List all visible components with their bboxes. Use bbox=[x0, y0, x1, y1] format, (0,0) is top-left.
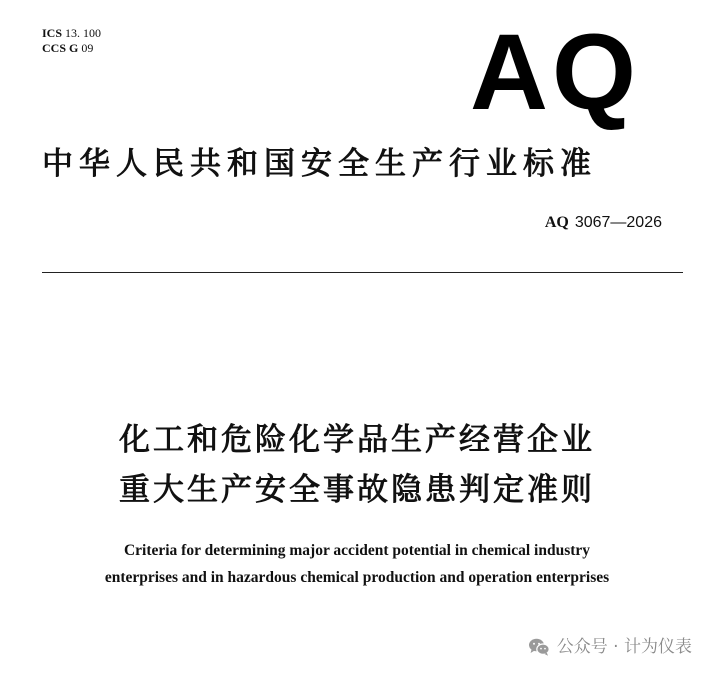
header-divider bbox=[42, 272, 683, 273]
wechat-icon bbox=[528, 637, 550, 657]
ccs-value: 09 bbox=[81, 41, 94, 55]
ics-value: 13. 100 bbox=[65, 26, 102, 40]
ccs-label: CCS G bbox=[42, 41, 79, 55]
document-title-line-2: 重大生产安全事故隐患判定准则 bbox=[119, 472, 595, 508]
document-title-line-1: 化工和危险化学品生产经营企业 bbox=[119, 422, 595, 458]
aq-logo: AQ bbox=[470, 11, 640, 132]
standard-code: 3067—2026 bbox=[574, 214, 662, 231]
ics-code bbox=[42, 26, 101, 41]
ministry-title: 中华人民共和国安全生产行业标准 bbox=[42, 146, 597, 182]
classification-codes bbox=[42, 26, 101, 56]
standard-prefix: AQ bbox=[544, 214, 569, 231]
watermark-text: 公众号 · 计为仪表 bbox=[556, 637, 692, 657]
watermark bbox=[528, 636, 692, 658]
standard-number bbox=[545, 212, 662, 233]
english-title-line-2: enterprises and in hazardous chemical production and operation enterprises bbox=[104, 569, 610, 586]
english-title-line-1: Criteria for determining major accident potential in chemical industry bbox=[123, 542, 591, 559]
ics-label: ICS bbox=[42, 26, 63, 40]
ccs-code bbox=[42, 41, 101, 56]
